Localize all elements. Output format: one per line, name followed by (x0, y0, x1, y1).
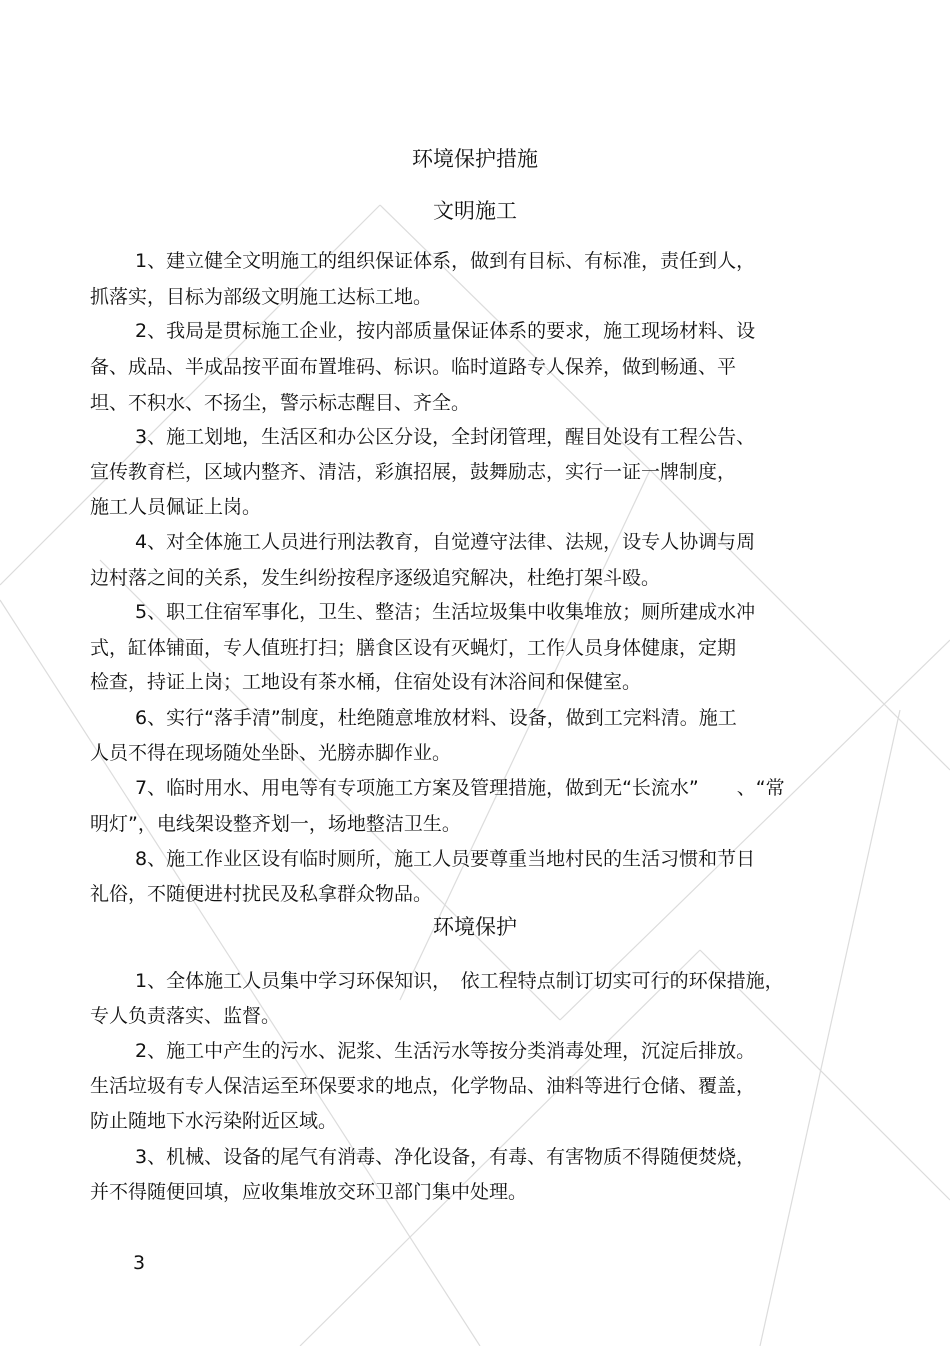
paragraph-line: 3、施工划地，生活区和办公区分设，全封闭管理，醒目处设有工程公告、 (135, 426, 756, 448)
paragraph-line: 2、施工中产生的污水、泥浆、生活污水等按分类消毒处理，沉淀后排放。 (135, 1040, 756, 1062)
paragraph-line: 专人负责落实、监督。 (90, 1005, 281, 1027)
paragraph-line: 坦、不积水、不扬尘，警示标志醒目、齐全。 (90, 392, 471, 414)
section-heading-civilized-construction: 文明施工 (433, 199, 517, 223)
paragraph-line: 8、施工作业区设有临时厕所，施工人员要尊重当地村民的生活习惯和节日 (135, 848, 756, 870)
paragraph-line: 明灯”，电线架设整齐划一，场地整洁卫生。 (90, 813, 461, 835)
paragraph-line: 2、我局是贯标施工企业，按内部质量保证体系的要求，施工现场材料、设 (135, 320, 756, 342)
paragraph-line: 式，缸体铺面，专人值班打扫；膳食区设有灭蝇灯，工作人员身体健康，定期 (90, 637, 737, 659)
paragraph-line: 备、成品、半成品按平面布置堆码、标识。临时道路专人保养，做到畅通、平 (90, 356, 737, 378)
section-heading-environmental-protection: 环境保护 (433, 915, 517, 939)
paragraph-line: 1、全体施工人员集中学习环保知识， 依工程特点制订切实可行的环保措施， (135, 970, 784, 992)
paragraph-line: 4、对全体施工人员进行刑法教育，自觉遵守法律、法规，设专人协调与周 (135, 531, 756, 553)
paragraph-line: 3、机械、设备的尾气有消毒、净化设备，有毒、有害物质不得随便焚烧， (135, 1146, 756, 1168)
paragraph-line: 宣传教育栏，区域内整齐、清洁，彩旗招展，鼓舞励志，实行一证一牌制度， (90, 461, 737, 483)
paragraph-line: 生活垃圾有专人保洁运至环保要求的地点，化学物品、油料等进行仓储、覆盖， (90, 1075, 756, 1097)
paragraph-line: 礼俗，不随便进村扰民及私拿群众物品。 (90, 883, 433, 905)
paragraph-line: 人员不得在现场随处坐卧、光膀赤脚作业。 (90, 742, 452, 764)
paragraph-line: 6、实行“落手清”制度，杜绝随意堆放材料、设备，做到工完料清。施工 (135, 707, 737, 729)
document-title: 环境保护措施 (412, 147, 538, 171)
paragraph-line: 1、建立健全文明施工的组织保证体系，做到有目标、有标准，责任到人， (135, 250, 756, 272)
paragraph-line: 抓落实，目标为部级文明施工达标工地。 (90, 286, 433, 308)
paragraph-line: 7、临时用水、用电等有专项施工方案及管理措施，做到无“长流水” 、“常 (135, 777, 785, 799)
paragraph-line: 边村落之间的关系，发生纠纷按程序逐级追究解决，杜绝打架斗殴。 (90, 567, 661, 589)
page-number: 3 (133, 1252, 146, 1274)
paragraph-line: 并不得随便回填，应收集堆放交环卫部门集中处理。 (90, 1181, 528, 1203)
paragraph-line: 防止随地下水污染附近区域。 (90, 1110, 338, 1132)
paragraph-line: 5、职工住宿军事化，卫生、整洁；生活垃圾集中收集堆放；厕所建成水冲 (135, 601, 756, 623)
paragraph-line: 检查，持证上岗；工地设有茶水桶，住宿处设有沐浴间和保健室。 (90, 671, 642, 693)
paragraph-line: 施工人员佩证上岗。 (90, 496, 262, 518)
